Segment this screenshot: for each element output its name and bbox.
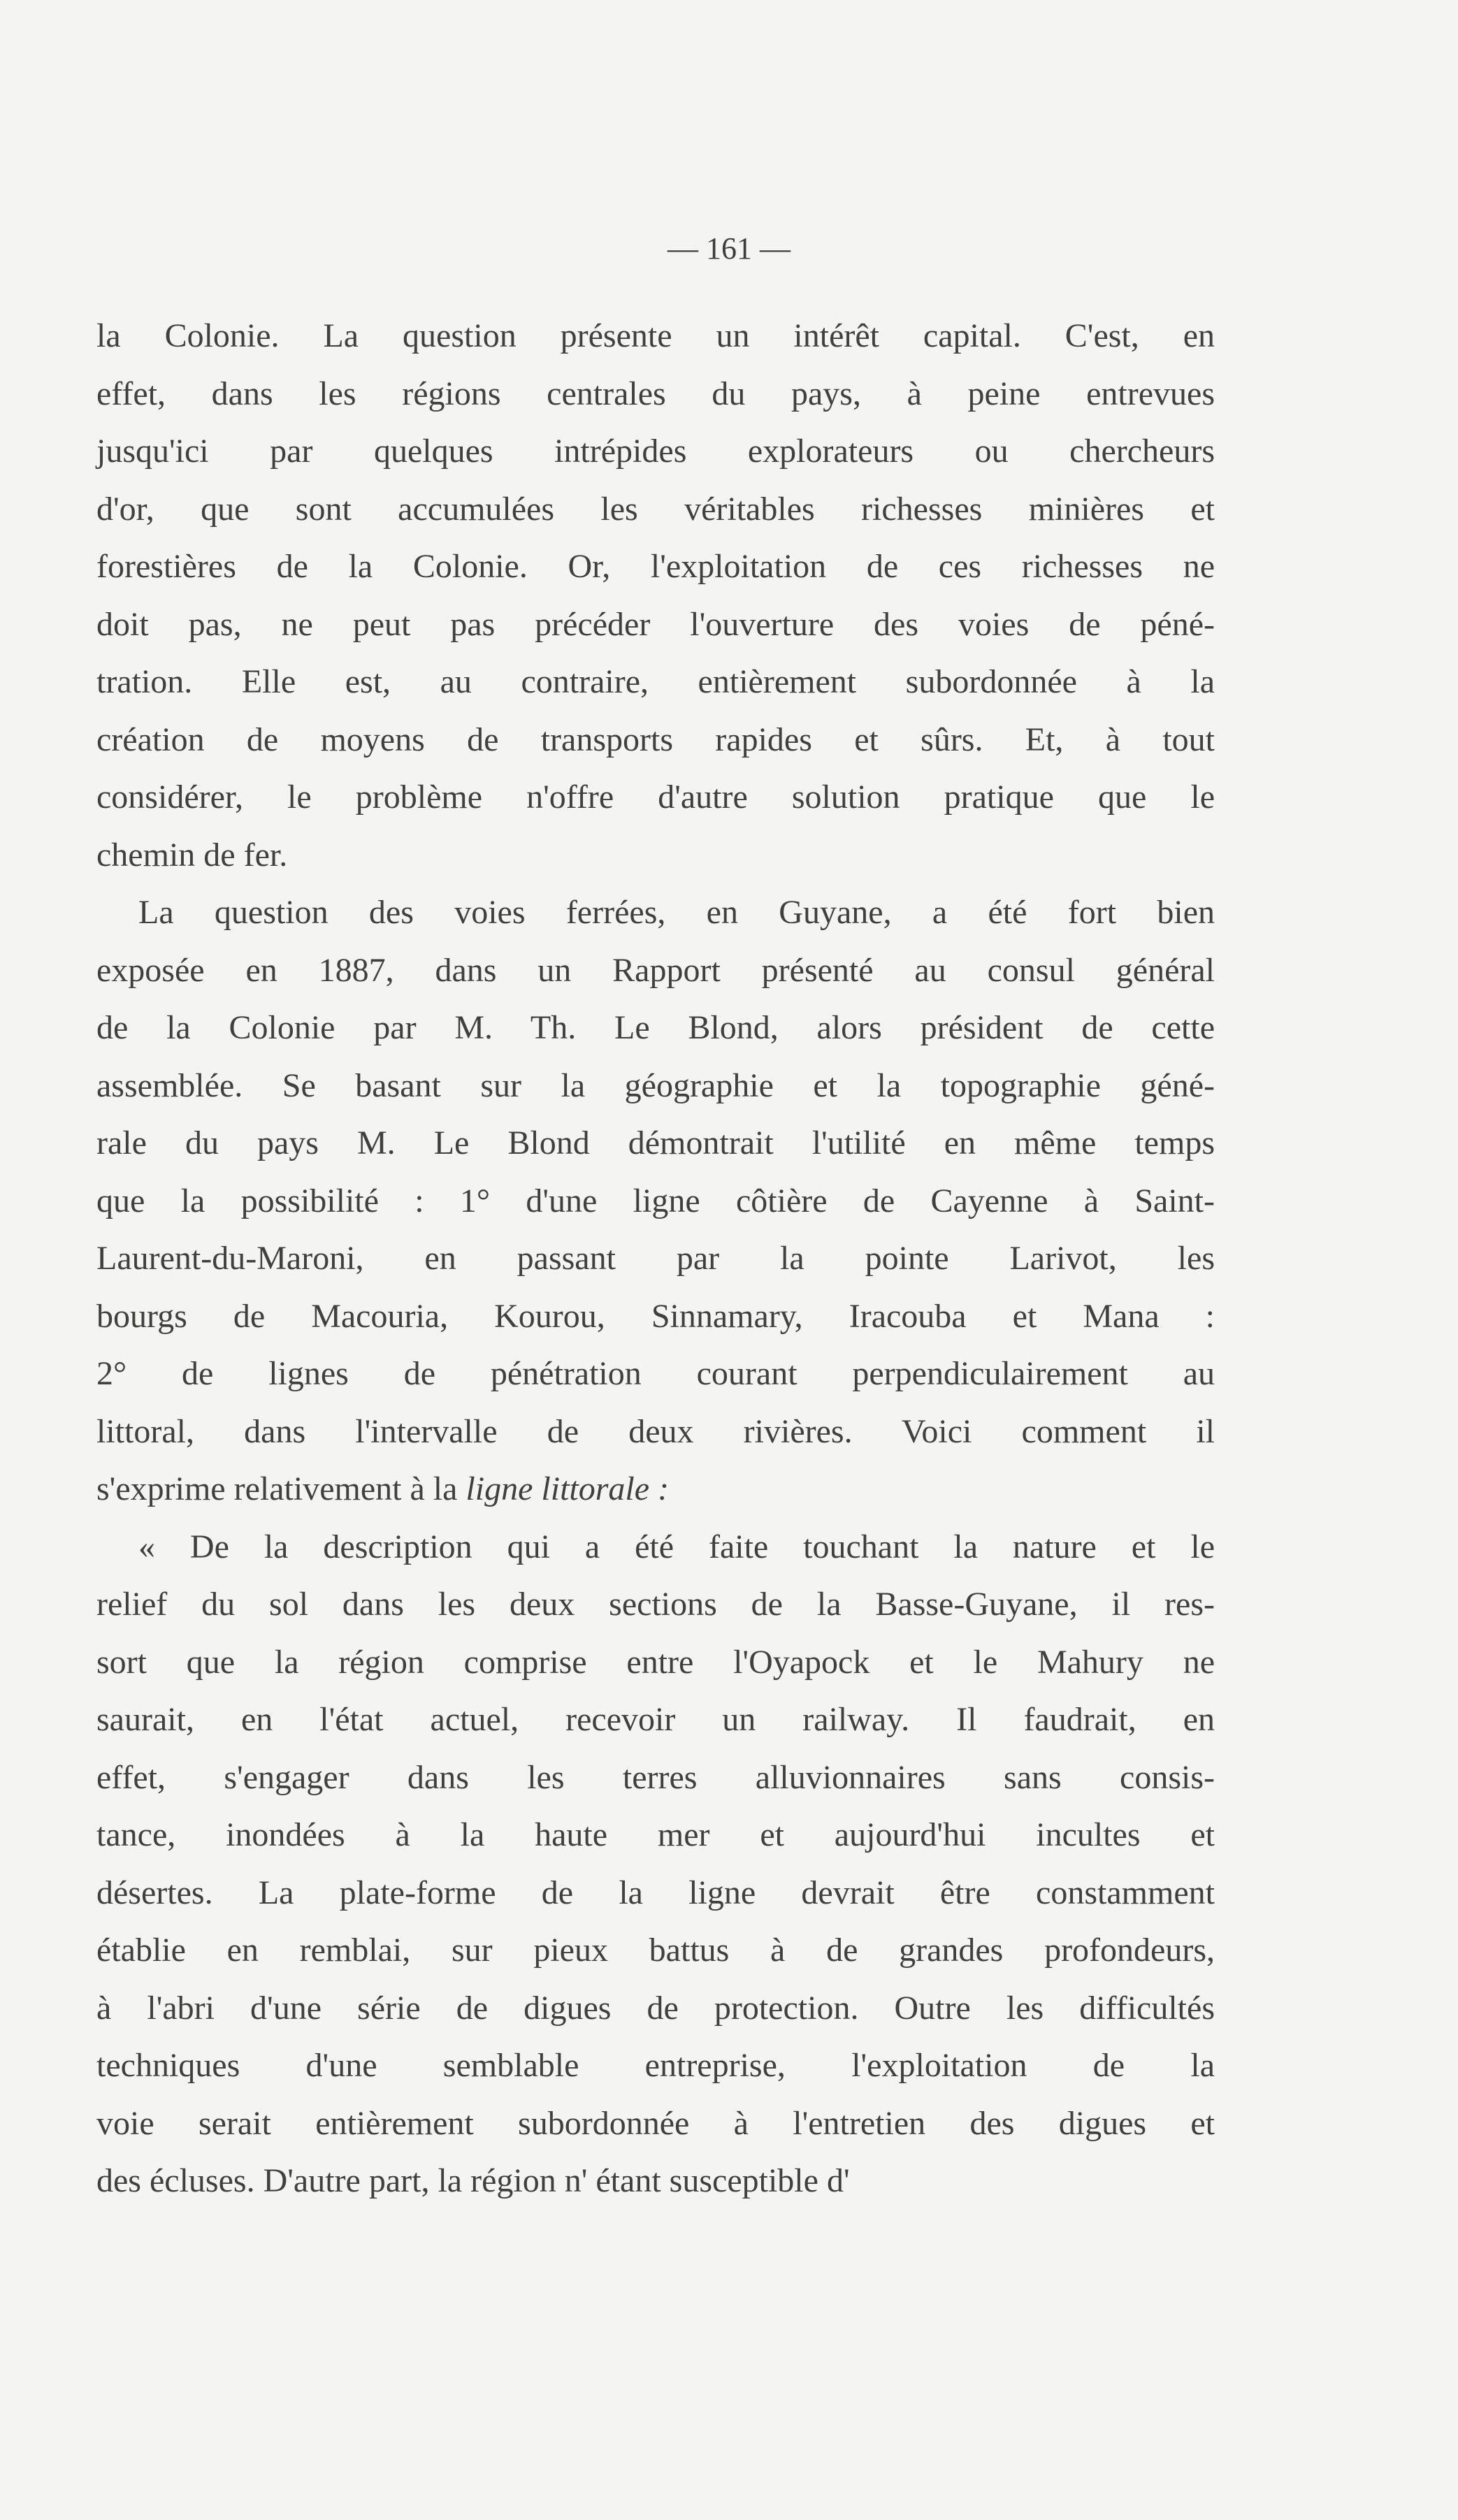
text-line: la Colonie. La question présente un intérêt capital. C'est, en	[96, 317, 1215, 354]
text-line: voie serait entièrement subordonnée à l'entretien des digues et	[96, 2104, 1215, 2142]
text-line: 2° de lignes de pénétration courant perpendiculairement au	[96, 1355, 1215, 1392]
text-line: des écluses. D'autre part, la région n' étant susceptible d'	[96, 2162, 850, 2199]
paragraph-3	[96, 1519, 1215, 2210]
text-line: exposée en 1887, dans un Rapport présenté au consul général	[96, 951, 1215, 989]
text-line: sort que la région comprise entre l'Oyapock et le Mahury ne	[96, 1643, 1215, 1681]
text-line: de la Colonie par M. Th. Le Blond, alors président de cette	[96, 1009, 1215, 1046]
text-line: relief du sol dans les deux sections de la Basse-Guyane, il res-	[96, 1586, 1215, 1623]
text-line: considérer, le problème n'offre d'autre solution pratique que le	[96, 779, 1215, 816]
text-line: assemblée. Se basant sur la géographie et la topographie géné-	[96, 1066, 1215, 1104]
text-line: saurait, en l'état actuel, recevoir un railway. Il faudrait, en	[96, 1701, 1215, 1738]
text-line	[96, 1461, 1215, 1519]
text-line: littoral, dans l'intervalle de deux rivières. Voici comment il	[96, 1412, 1215, 1450]
text-line: création de moyens de transports rapides et sûrs. Et, à tout	[96, 720, 1215, 758]
text-line: que la possibilité : 1° d'une ligne côtière de Cayenne à Saint-	[96, 1182, 1215, 1219]
text-line-prefix: s'exprime relativement à la	[96, 1470, 466, 1507]
text-line: à l'abri d'une série de digues de protection. Outre les difficultés	[96, 1989, 1215, 2027]
text-line: Laurent-du-Maroni, en passant par la pointe Larivot, les	[96, 1240, 1215, 1277]
text-line: désertes. La plate-forme de la ligne devrait être constamment	[96, 1874, 1215, 1911]
text-line: forestières de la Colonie. Or, l'exploitation de ces richesses ne	[96, 548, 1215, 585]
text-line: doit pas, ne peut pas précéder l'ouverture des voies de péné-	[96, 605, 1215, 643]
text-line: bourgs de Macouria, Kourou, Sinnamary, Iracouba et Mana :	[96, 1297, 1215, 1335]
text-line: chemin de fer.	[96, 836, 288, 874]
text-line: « De la description qui a été faite touchant la nature et le	[138, 1528, 1215, 1565]
page-number: — 161 —	[667, 231, 791, 266]
text-line: effet, dans les régions centrales du pays, à peine entrevues	[96, 375, 1215, 412]
body-text	[96, 307, 1215, 2210]
text-line: La question des voies ferrées, en Guyane, a été fort bien	[138, 894, 1215, 931]
text-line: rale du pays M. Le Blond démontrait l'utilité en même temps	[96, 1124, 1215, 1161]
paragraph-2	[96, 884, 1215, 1519]
paragraph-1	[96, 307, 1215, 884]
text-line: jusqu'ici par quelques intrépides explorateurs ou chercheurs	[96, 433, 1215, 470]
text-line: tration. Elle est, au contraire, entièrement subordonnée à la	[96, 663, 1215, 700]
text-line: établie en remblai, sur pieux battus à de grandes profondeurs,	[96, 1932, 1215, 1969]
text-line: effet, s'engager dans les terres alluvionnaires sans consis-	[96, 1758, 1215, 1796]
italic-term: ligne littorale :	[465, 1470, 670, 1507]
text-line: tance, inondées à la haute mer et aujourd'hui incultes et	[96, 1816, 1215, 1853]
text-line: d'or, que sont accumulées les véritables richesses minières et	[96, 490, 1215, 528]
text-line: techniques d'une semblable entreprise, l'exploitation de la	[96, 2047, 1215, 2084]
